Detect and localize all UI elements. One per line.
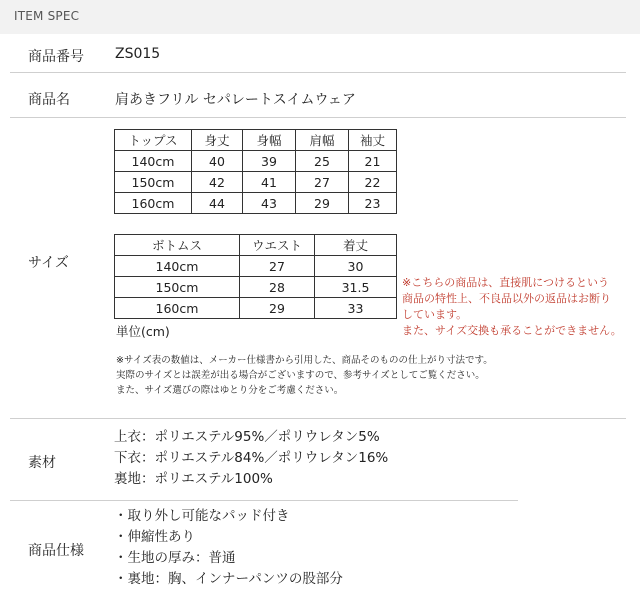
list-item: 裏地：ポリエステル100% <box>114 471 273 487</box>
notice-line: ※こちらの商品は、直接肌につけるという <box>402 276 609 289</box>
table-row <box>115 256 397 277</box>
table-cell: 29 <box>240 298 315 319</box>
divider <box>10 418 626 419</box>
spec-label: 商品仕様 <box>28 543 84 559</box>
header-cell: 身幅 <box>243 130 296 151</box>
table-header-row <box>115 235 397 256</box>
spec-header <box>0 0 640 34</box>
table-cell: 44 <box>192 193 243 214</box>
table-cell: 150cm <box>115 172 192 193</box>
table-cell: 30 <box>315 256 397 277</box>
product-name-value: 肩あきフリル セパレートスイムウェア <box>115 92 356 108</box>
note-line: ※サイズ表の数値は、メーカー仕様書から引用した、商品そのものの仕上がり寸法です。 <box>116 355 493 366</box>
table-cell: 43 <box>243 193 296 214</box>
table-cell: 22 <box>349 172 397 193</box>
header-cell: 肩幅 <box>296 130 349 151</box>
notice-line: しています。 <box>402 308 468 321</box>
table-row <box>115 277 397 298</box>
table-cell: 29 <box>296 193 349 214</box>
table-cell: 160cm <box>115 193 192 214</box>
table-row <box>115 193 397 214</box>
size-label: サイズ <box>28 255 69 271</box>
product-no-label: 商品番号 <box>28 49 84 65</box>
list-item: ・裏地：胸、インナーパンツの股部分 <box>114 571 343 587</box>
table-cell: 42 <box>192 172 243 193</box>
list-item: 下衣：ポリエステル84%／ポリウレタン16% <box>114 450 389 466</box>
table-header-row <box>115 130 397 151</box>
size-unit: 単位(cm) <box>116 324 170 339</box>
table-cell: 140cm <box>115 256 240 277</box>
table-cell: 39 <box>243 151 296 172</box>
divider <box>10 72 626 73</box>
header-cell: トップス <box>115 130 192 151</box>
table-cell: 160cm <box>115 298 240 319</box>
table-cell: 140cm <box>115 151 192 172</box>
notice-line: また、サイズ交換も承ることができません。 <box>402 324 622 337</box>
list-item: ・生地の厚み：普通 <box>114 550 236 566</box>
material-label: 素材 <box>28 455 56 471</box>
return-notice <box>402 275 638 339</box>
list-item: ・取り外し可能なパッド付き <box>114 508 290 524</box>
table-cell: 40 <box>192 151 243 172</box>
material-list <box>114 427 388 490</box>
note-line: また、サイズ選びの際はゆとり分をご考慮ください。 <box>116 385 344 396</box>
spec-list <box>114 506 343 590</box>
table-row <box>115 172 397 193</box>
table-row <box>115 151 397 172</box>
tops-size-table <box>114 129 397 214</box>
product-no-value: ZS015 <box>115 46 161 62</box>
list-item: ・伸縮性あり <box>114 529 195 545</box>
header-cell: ボトムス <box>115 235 240 256</box>
table-cell: 33 <box>315 298 397 319</box>
header-cell: 袖丈 <box>349 130 397 151</box>
divider <box>10 500 518 501</box>
product-name-label: 商品名 <box>28 92 70 108</box>
table-cell: 28 <box>240 277 315 298</box>
table-cell: 21 <box>349 151 397 172</box>
table-cell: 41 <box>243 172 296 193</box>
table-cell: 27 <box>240 256 315 277</box>
bottoms-size-table <box>114 234 397 319</box>
note-line: 実際のサイズとは誤差が出る場合がございますので、参考サイズとしてご覧ください。 <box>116 370 485 381</box>
table-row <box>115 298 397 319</box>
header-cell: 身丈 <box>192 130 243 151</box>
header-cell: 着丈 <box>315 235 397 256</box>
list-item: 上衣：ポリエステル95%／ポリウレタン5% <box>114 429 380 445</box>
table-cell: 27 <box>296 172 349 193</box>
table-cell: 23 <box>349 193 397 214</box>
size-note <box>116 353 493 398</box>
table-cell: 31.5 <box>315 277 397 298</box>
divider <box>10 117 626 118</box>
table-cell: 25 <box>296 151 349 172</box>
header-title: ITEM SPEC <box>14 9 80 23</box>
header-cell: ウエスト <box>240 235 315 256</box>
table-cell: 150cm <box>115 277 240 298</box>
notice-line: 商品の特性上、不良品以外の返品はお断り <box>402 292 611 305</box>
